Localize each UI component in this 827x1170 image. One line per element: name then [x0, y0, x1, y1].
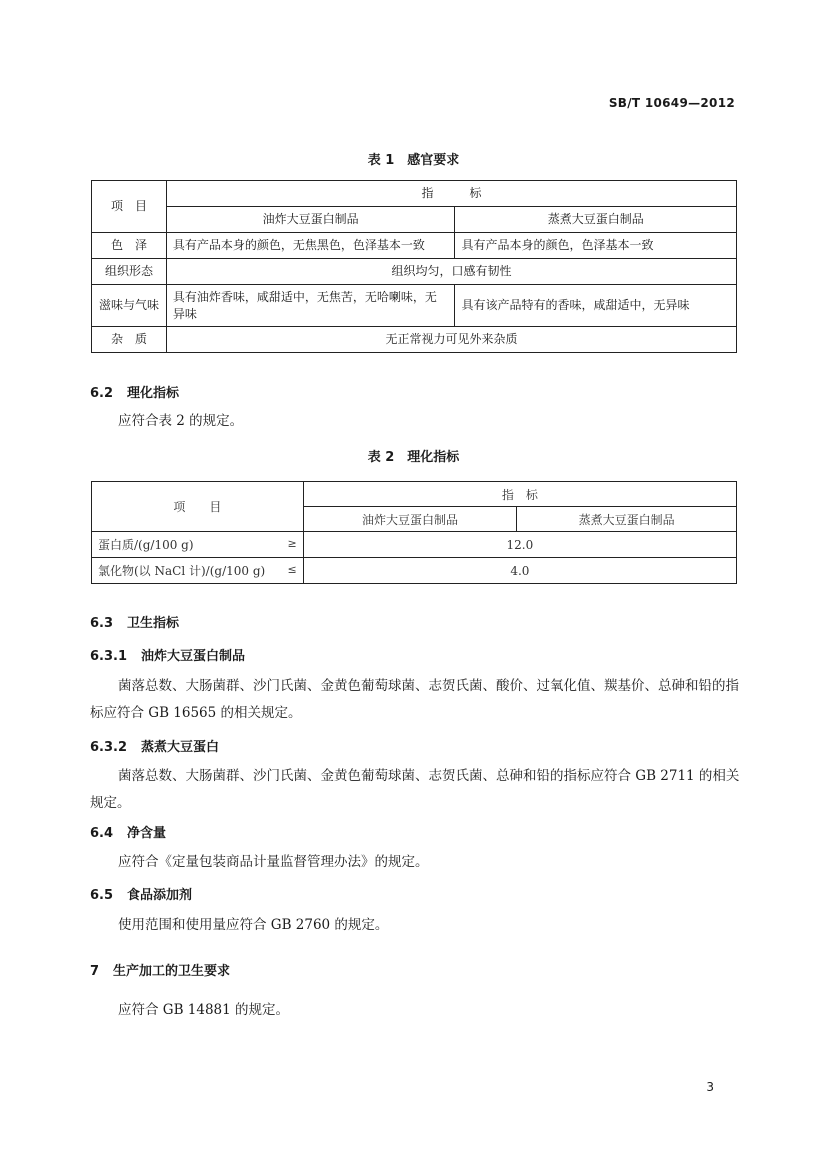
section-6-2-heading — [90, 382, 179, 401]
section-number: 6.3 — [90, 616, 114, 631]
table-row — [92, 181, 737, 207]
table-cell: 具有产品本身的颜色，色泽基本一致 — [455, 233, 737, 259]
table-row — [92, 233, 737, 259]
table1-caption: 表 1 感官要求 — [367, 153, 460, 168]
section-6-4-heading — [90, 822, 166, 841]
table-row — [92, 482, 737, 507]
section-6-4-text: 应符合《定量包装商品计量监督管理办法》的规定。 — [118, 854, 429, 870]
section-6-2-text: 应符合表 2 的规定。 — [118, 413, 244, 429]
section-title: 净含量 — [127, 826, 167, 841]
table1-col-fried: 油炸大豆蛋白制品 — [166, 207, 455, 233]
table2-col-fried: 油炸大豆蛋白制品 — [303, 507, 517, 532]
table1 — [91, 180, 737, 353]
table-row — [92, 327, 737, 353]
table-cell-label: 氯化物(以 NaCl 计)/(g/100 g) — [98, 564, 266, 578]
section-number: 6.5 — [90, 888, 114, 903]
section-number: 6.2 — [90, 386, 114, 401]
table1-col-indicator: 指 标 — [166, 181, 736, 207]
section-6-3-1-heading — [90, 645, 245, 664]
section-number: 6.4 — [90, 826, 114, 841]
table2-col-steamed: 蒸煮大豆蛋白制品 — [517, 507, 737, 532]
section-number: 7 — [90, 964, 100, 979]
table2-caption: 表 2 理化指标 — [367, 450, 460, 465]
section-7-heading — [90, 960, 230, 979]
table-row — [92, 259, 737, 285]
table-cell: 无正常视力可见外来杂质 — [166, 327, 736, 353]
section-title: 食品添加剂 — [127, 888, 193, 903]
section-6-5-heading — [90, 884, 192, 903]
table-row — [92, 558, 737, 584]
table2 — [91, 481, 737, 584]
table-row — [92, 207, 737, 233]
table-cell: 具有油炸香味，咸甜适中，无焦苦，无哈喇味，无异味 — [166, 285, 455, 327]
operator-symbol: ≥ — [287, 537, 297, 550]
table-cell: 杂 质 — [92, 327, 167, 353]
table-cell: 具有该产品特有的香味，咸甜适中，无异味 — [455, 285, 737, 327]
section-7-text: 应符合 GB 14881 的规定。 — [118, 1002, 290, 1018]
table1-col-steamed: 蒸煮大豆蛋白制品 — [455, 207, 737, 233]
section-number: 6.3.1 — [90, 649, 128, 664]
table-cell: 色 泽 — [92, 233, 167, 259]
operator-symbol: ≤ — [287, 563, 297, 576]
table-cell-label: 蛋白质/(g/100 g) — [98, 538, 194, 552]
table-row — [92, 285, 737, 327]
table-cell — [92, 532, 304, 558]
section-6-3-1-text: 菌落总数、大肠菌群、沙门氏菌、金黄色葡萄球菌、志贺氏菌、酸价、过氧化值、羰基价、总砷和铅的指标应符合 GB 16565 的相关规定。 — [90, 678, 739, 721]
table-cell: 滋味与气味 — [92, 285, 167, 327]
table-cell: 组织形态 — [92, 259, 167, 285]
table-cell — [92, 558, 304, 584]
table1-col-item: 项 目 — [92, 181, 167, 233]
table-cell: 组织均匀，口感有韧性 — [166, 259, 736, 285]
table-cell: 4.0 — [303, 558, 736, 584]
table-row — [92, 532, 737, 558]
standard-code: SB/T 10649—2012 — [608, 96, 735, 110]
section-6-5-text: 使用范围和使用量应符合 GB 2760 的规定。 — [118, 917, 389, 933]
section-title: 生产加工的卫生要求 — [113, 964, 231, 979]
page-number: 3 — [706, 1080, 714, 1094]
table2-col-indicator: 指 标 — [303, 482, 736, 507]
section-number: 6.3.2 — [90, 740, 128, 755]
section-title: 卫生指标 — [127, 616, 180, 631]
section-6-3-heading — [90, 612, 179, 631]
section-title: 油炸大豆蛋白制品 — [141, 649, 246, 664]
section-6-3-2-heading — [90, 736, 219, 755]
section-title: 蒸煮大豆蛋白 — [141, 740, 220, 755]
section-title: 理化指标 — [127, 386, 180, 401]
table-cell: 具有产品本身的颜色，无焦黑色，色泽基本一致 — [166, 233, 455, 259]
table2-col-item: 项 目 — [92, 482, 304, 532]
table-cell: 12.0 — [303, 532, 736, 558]
section-6-3-2-text: 菌落总数、大肠菌群、沙门氏菌、金黄色葡萄球菌、志贺氏菌、总砷和铅的指标应符合 GB 2711 的相关规定。 — [90, 768, 740, 811]
